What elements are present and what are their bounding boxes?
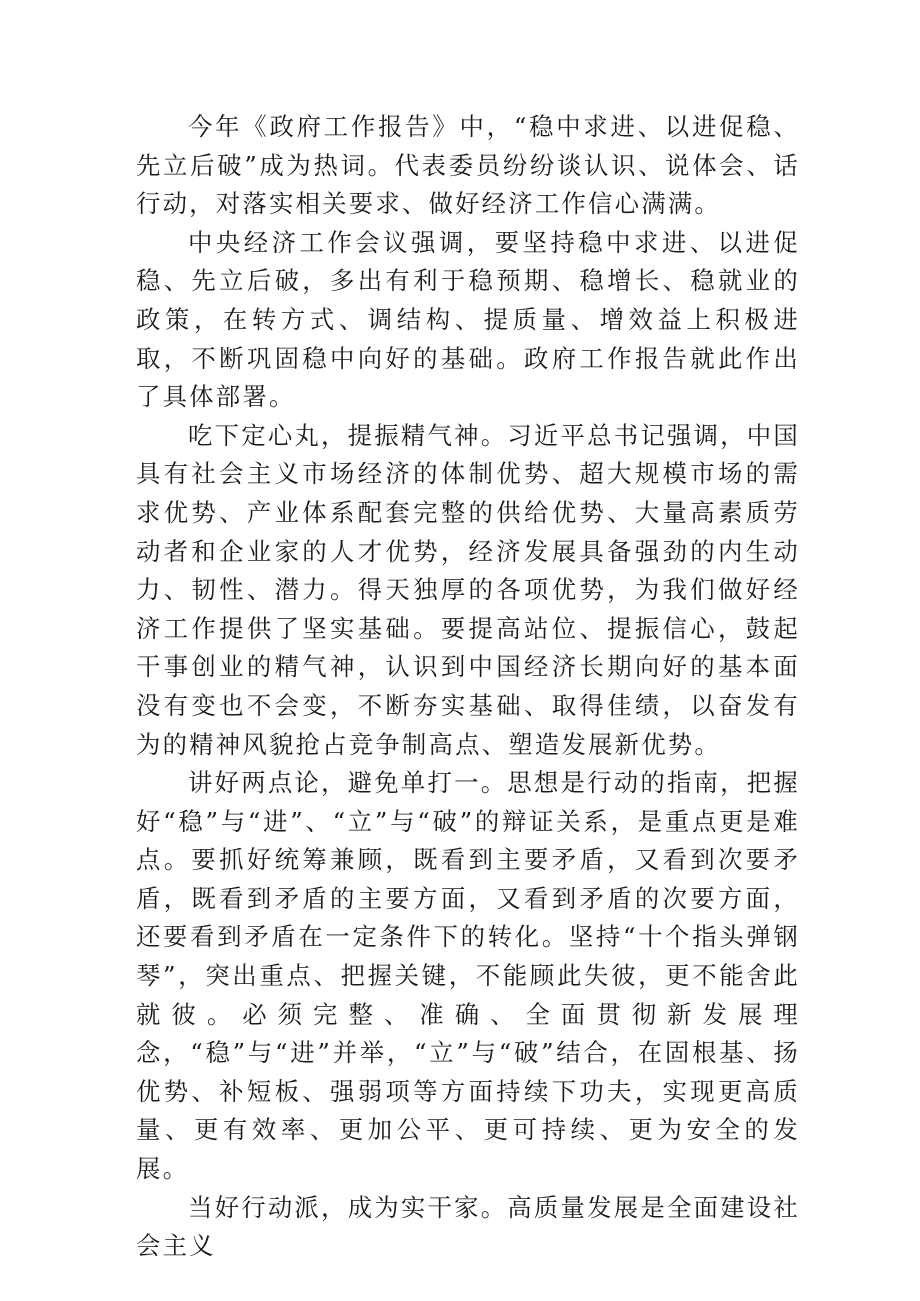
paragraph-3: 吃下定心丸，提振精气神。习近平总书记强调，中国具有社会主义市场经济的体制优势、超大规模市场的需求优势、产业体系配套完整的供给优势、大量高素质劳动者和企业家的人才优势，经济发展具备强劲的内生动力、韧性、潜力。得天独厚的各项优势，为我们做好经济工作提供了坚实基础。要提高站位、提振信心，鼓起干事创业的精气神，认识到中国经济长期向好的基本面没有变也不会变，不断夯实基础、取得佳绩，以奋发有为的精神风貌抢占竞争制高点、塑造发展新优势。 [136, 420, 800, 759]
paragraph-1: 今年《政府工作报告》中，“稳中求进、以进促稳、先立后破”成为热词。代表委员纷纷谈认识、说体会、话行动，对落实相关要求、做好经济工作信心满满。 [136, 112, 800, 219]
paragraph-2: 中央经济工作会议强调，要坚持稳中求进、以进促稳、先立后破，多出有利于稳预期、稳增长、稳就业的政策，在转方式、调结构、提质量、增效益上积极进取，不断巩固稳中向好的基础。政府工作报告就此作出了具体部署。 [136, 227, 800, 412]
paragraph-5: 当好行动派，成为实干家。高质量发展是全面建设社会主义 [136, 1192, 800, 1261]
paragraph-4: 讲好两点论，避免单打一。思想是行动的指南，把握好“稳”与“进”、“立”与“破”的辩证关系，是重点更是难点。要抓好统筹兼顾，既看到主要矛盾，又看到次要矛盾，既看到矛盾的主要方面，又看到矛盾的次要方面，还要看到矛盾在一定条件下的转化。坚持“十个指头弹钢琴”，突出重点、把握关键，不能顾此失彼，更不能舍此就彼。必须完整、准确、全面贯彻新发展理念，“稳”与“进”并举，“立”与“破”结合，在固根基、扬优势、补短板、强弱项等方面持续下功夫，实现更高质量、更有效率、更加公平、更可持续、更为安全的发展。 [136, 768, 800, 1184]
